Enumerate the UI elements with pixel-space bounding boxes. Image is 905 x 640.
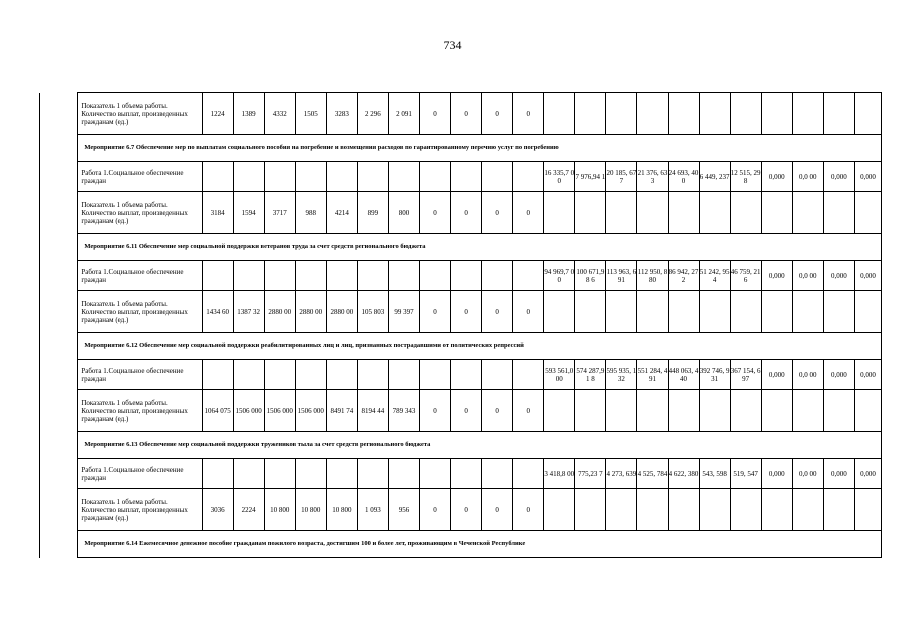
value-cell [233,360,264,390]
value-cell [357,162,388,192]
value-cell: 0,000 [761,261,792,291]
value-cell: 0,0 00 [792,360,823,390]
value-cell: 10 800 [264,489,295,531]
value-cell: 3283 [326,93,357,135]
value-cell: 2880 00 [295,291,326,333]
heading-filler [854,234,881,261]
value-cell [637,489,668,531]
table-row [40,360,882,390]
value-cell [451,261,482,291]
value-cell: 988 [295,192,326,234]
value-cell: 1224 [202,93,233,135]
leading-cell [40,360,78,390]
value-cell [823,489,854,531]
value-cell: 4 273, 639 [606,459,637,489]
value-cell: 0 [482,390,513,432]
value-cell [823,291,854,333]
value-cell [544,93,575,135]
value-cell [544,489,575,531]
value-cell [233,261,264,291]
value-cell [761,291,792,333]
table-row [40,93,882,135]
measure-heading: Мероприятие 6.13 Обеспечение мер социальной поддержки тружеников тыла за счет средств регионального бюджета [78,432,855,459]
value-cell: 1434 60 [202,291,233,333]
leading-cell [40,459,78,489]
value-cell [699,390,730,432]
value-cell: 0,0 00 [792,459,823,489]
leading-cell [40,192,78,234]
value-cell [295,459,326,489]
value-cell [730,489,761,531]
value-cell [388,162,419,192]
value-cell: 2880 00 [326,291,357,333]
value-cell: 0,000 [854,261,881,291]
value-cell [668,390,699,432]
leading-cell [40,162,78,192]
value-cell: 775,23 7 [575,459,606,489]
value-cell: 595 935, 132 [606,360,637,390]
leading-cell [40,432,78,459]
value-cell: 4332 [264,93,295,135]
value-cell [637,192,668,234]
table-row [40,261,882,291]
value-cell [575,93,606,135]
value-cell [513,162,544,192]
leading-cell [40,333,78,360]
budget-table [39,92,882,558]
value-cell [792,390,823,432]
measure-heading: Мероприятие 6.7 Обеспечение мер по выплатам социального пособия на погребение и возмещения расходов по гарантированному перечню услуг по погребению [78,135,855,162]
value-cell: 0 [513,291,544,333]
value-cell: 0 [451,291,482,333]
value-cell: 1506 000 [295,390,326,432]
work-label: Работа 1.Социальное обеспечение граждан [78,261,202,291]
value-cell [575,291,606,333]
value-cell [637,291,668,333]
value-cell: 0 [451,93,482,135]
value-cell: 1064 075 [202,390,233,432]
value-cell [482,261,513,291]
value-cell [823,192,854,234]
value-cell [202,360,233,390]
value-cell: 543, 598 [699,459,730,489]
value-cell [482,162,513,192]
value-cell: 574 287,91 8 [575,360,606,390]
value-cell: 0 [420,93,451,135]
value-cell: 0 [513,192,544,234]
value-cell: 3 418,8 00 [544,459,575,489]
value-cell [420,459,451,489]
value-cell [202,261,233,291]
indicator-label: Показатель 1 объема работы. Количество выплат, произведенных гражданам (ед.) [78,390,202,432]
heading-filler [854,531,881,558]
value-cell: 0,000 [823,162,854,192]
value-cell: 0 [513,93,544,135]
table-row [40,390,882,432]
value-cell: 0 [513,489,544,531]
value-cell: 4 525, 784 [637,459,668,489]
measure-heading: Мероприятие 6.12 Обеспечение мер социальной поддержки реабилитированных лиц и лиц, признанных пострадавшими от политических репрессий [78,333,855,360]
indicator-label: Показатель 1 объема работы. Количество выплат, произведенных гражданам (ед.) [78,489,202,531]
value-cell [792,489,823,531]
value-cell [264,261,295,291]
value-cell [792,291,823,333]
value-cell: 46 759, 216 [730,261,761,291]
value-cell [388,261,419,291]
value-cell: 21 376, 633 [637,162,668,192]
value-cell: 12 515, 298 [730,162,761,192]
value-cell: 0,000 [823,261,854,291]
value-cell: 10 800 [326,489,357,531]
value-cell: 100 671,98 6 [575,261,606,291]
value-cell: 3184 [202,192,233,234]
table-row [40,135,882,162]
value-cell: 16 335,7 00 [544,162,575,192]
value-cell: 448 063, 440 [668,360,699,390]
leading-cell [40,93,78,135]
value-cell: 0 [420,489,451,531]
value-cell: 0 [482,93,513,135]
value-cell: 24 693, 400 [668,162,699,192]
value-cell [730,93,761,135]
value-cell: 0 [420,390,451,432]
value-cell: 0 [420,291,451,333]
value-cell: 367 154, 697 [730,360,761,390]
value-cell: 0,0 00 [792,162,823,192]
value-cell [792,192,823,234]
value-cell [637,93,668,135]
leading-cell [40,489,78,531]
heading-filler [854,432,881,459]
value-cell: 0,000 [761,459,792,489]
value-cell: 1505 [295,93,326,135]
value-cell [823,390,854,432]
value-cell: 1389 [233,93,264,135]
value-cell: 0,000 [761,162,792,192]
value-cell: 519, 547 [730,459,761,489]
value-cell: 593 561,0 00 [544,360,575,390]
value-cell [357,459,388,489]
table-row [40,531,882,558]
value-cell [482,459,513,489]
leading-cell [40,234,78,261]
value-cell: 2224 [233,489,264,531]
heading-filler [854,333,881,360]
value-cell: 8491 74 [326,390,357,432]
value-cell [575,390,606,432]
value-cell [730,291,761,333]
table-body [40,93,882,558]
value-cell: 1594 [233,192,264,234]
value-cell [761,390,792,432]
table-row [40,192,882,234]
value-cell [326,261,357,291]
value-cell [357,261,388,291]
value-cell: 0,000 [761,360,792,390]
value-cell: 0,000 [854,162,881,192]
table-row [40,432,882,459]
value-cell [854,192,881,234]
value-cell: 113 963, 691 [606,261,637,291]
value-cell [482,360,513,390]
value-cell [761,489,792,531]
value-cell [264,360,295,390]
value-cell [854,291,881,333]
value-cell: 2 296 [357,93,388,135]
value-cell: 7 976,94 1 [575,162,606,192]
value-cell [668,291,699,333]
value-cell [544,390,575,432]
value-cell: 1 093 [357,489,388,531]
value-cell: 551 284, 491 [637,360,668,390]
value-cell [233,162,264,192]
table-row [40,489,882,531]
value-cell [606,291,637,333]
value-cell: 8194 44 [357,390,388,432]
value-cell: 86 942, 272 [668,261,699,291]
table-row [40,162,882,192]
value-cell [792,93,823,135]
value-cell [606,192,637,234]
value-cell [544,192,575,234]
value-cell [668,93,699,135]
heading-filler [854,135,881,162]
value-cell: 0 [451,489,482,531]
value-cell [761,93,792,135]
value-cell [202,162,233,192]
value-cell [295,360,326,390]
indicator-label: Показатель 1 объема работы. Количество выплат, произведенных гражданам (ед.) [78,93,202,135]
value-cell [606,489,637,531]
value-cell [854,390,881,432]
value-cell [575,489,606,531]
value-cell [326,162,357,192]
value-cell [544,291,575,333]
table-row [40,333,882,360]
value-cell [575,192,606,234]
value-cell: 0,000 [854,459,881,489]
value-cell: 6 449, 237 [699,162,730,192]
value-cell: 0 [420,192,451,234]
value-cell: 0 [513,390,544,432]
value-cell [513,459,544,489]
value-cell: 0,0 00 [792,261,823,291]
value-cell: 51 242, 954 [699,261,730,291]
value-cell: 1387 32 [233,291,264,333]
value-cell [606,390,637,432]
table-row [40,291,882,333]
value-cell: 0 [482,291,513,333]
value-cell [420,261,451,291]
value-cell [823,93,854,135]
value-cell: 0 [482,192,513,234]
value-cell: 112 950, 880 [637,261,668,291]
value-cell: 789 343 [388,390,419,432]
value-cell: 0 [482,489,513,531]
value-cell [699,489,730,531]
value-cell: 99 397 [388,291,419,333]
value-cell: 20 185, 677 [606,162,637,192]
value-cell [264,162,295,192]
value-cell [854,93,881,135]
value-cell [451,360,482,390]
work-label: Работа 1.Социальное обеспечение граждан [78,162,202,192]
value-cell: 956 [388,489,419,531]
value-cell: 1506 000 [233,390,264,432]
value-cell [295,162,326,192]
leading-cell [40,531,78,558]
work-label: Работа 1.Социальное обеспечение граждан [78,459,202,489]
value-cell: 10 800 [295,489,326,531]
page-number: 734 [443,38,462,52]
value-cell: 4 622, 380 [668,459,699,489]
value-cell [699,192,730,234]
indicator-label: Показатель 1 объема работы. Количество выплат, произведенных гражданам (ед.) [78,291,202,333]
value-cell [264,459,295,489]
value-cell [606,93,637,135]
value-cell: 899 [357,192,388,234]
value-cell: 3717 [264,192,295,234]
table-row [40,234,882,261]
value-cell [388,360,419,390]
value-cell [451,459,482,489]
value-cell [451,162,482,192]
value-cell [357,360,388,390]
value-cell: 3036 [202,489,233,531]
value-cell [420,162,451,192]
value-cell [730,192,761,234]
value-cell [326,459,357,489]
value-cell [420,360,451,390]
value-cell: 0 [451,390,482,432]
value-cell: 105 803 [357,291,388,333]
indicator-label: Показатель 1 объема работы. Количество выплат, произведенных гражданам (ед.) [78,192,202,234]
value-cell [202,459,233,489]
value-cell [295,261,326,291]
value-cell: 0,000 [854,360,881,390]
table-row [40,459,882,489]
value-cell [699,93,730,135]
value-cell [854,489,881,531]
value-cell: 0,000 [823,360,854,390]
value-cell: 1506 000 [264,390,295,432]
value-cell: 4214 [326,192,357,234]
value-cell: 392 746, 931 [699,360,730,390]
leading-cell [40,390,78,432]
value-cell: 800 [388,192,419,234]
value-cell [668,489,699,531]
value-cell [637,390,668,432]
value-cell [233,459,264,489]
value-cell [513,261,544,291]
value-cell [326,360,357,390]
value-cell [513,360,544,390]
value-cell: 94 969,7 00 [544,261,575,291]
leading-cell [40,291,78,333]
measure-heading: Мероприятие 6.14 Ежемесячное денежное пособие гражданам пожилого возраста, достигшим 100 и более лет, проживающим в Чеченской Республике [78,531,855,558]
value-cell: 0,000 [823,459,854,489]
value-cell: 2 091 [388,93,419,135]
measure-heading: Мероприятие 6.11 Обеспечение мер социальной поддержки ветеранов труда за счет средств регионального бюджета [78,234,855,261]
value-cell: 0 [451,192,482,234]
value-cell [668,192,699,234]
value-cell [761,192,792,234]
leading-cell [40,261,78,291]
value-cell: 2880 00 [264,291,295,333]
work-label: Работа 1.Социальное обеспечение граждан [78,360,202,390]
value-cell [388,459,419,489]
value-cell [730,390,761,432]
value-cell [699,291,730,333]
leading-cell [40,135,78,162]
